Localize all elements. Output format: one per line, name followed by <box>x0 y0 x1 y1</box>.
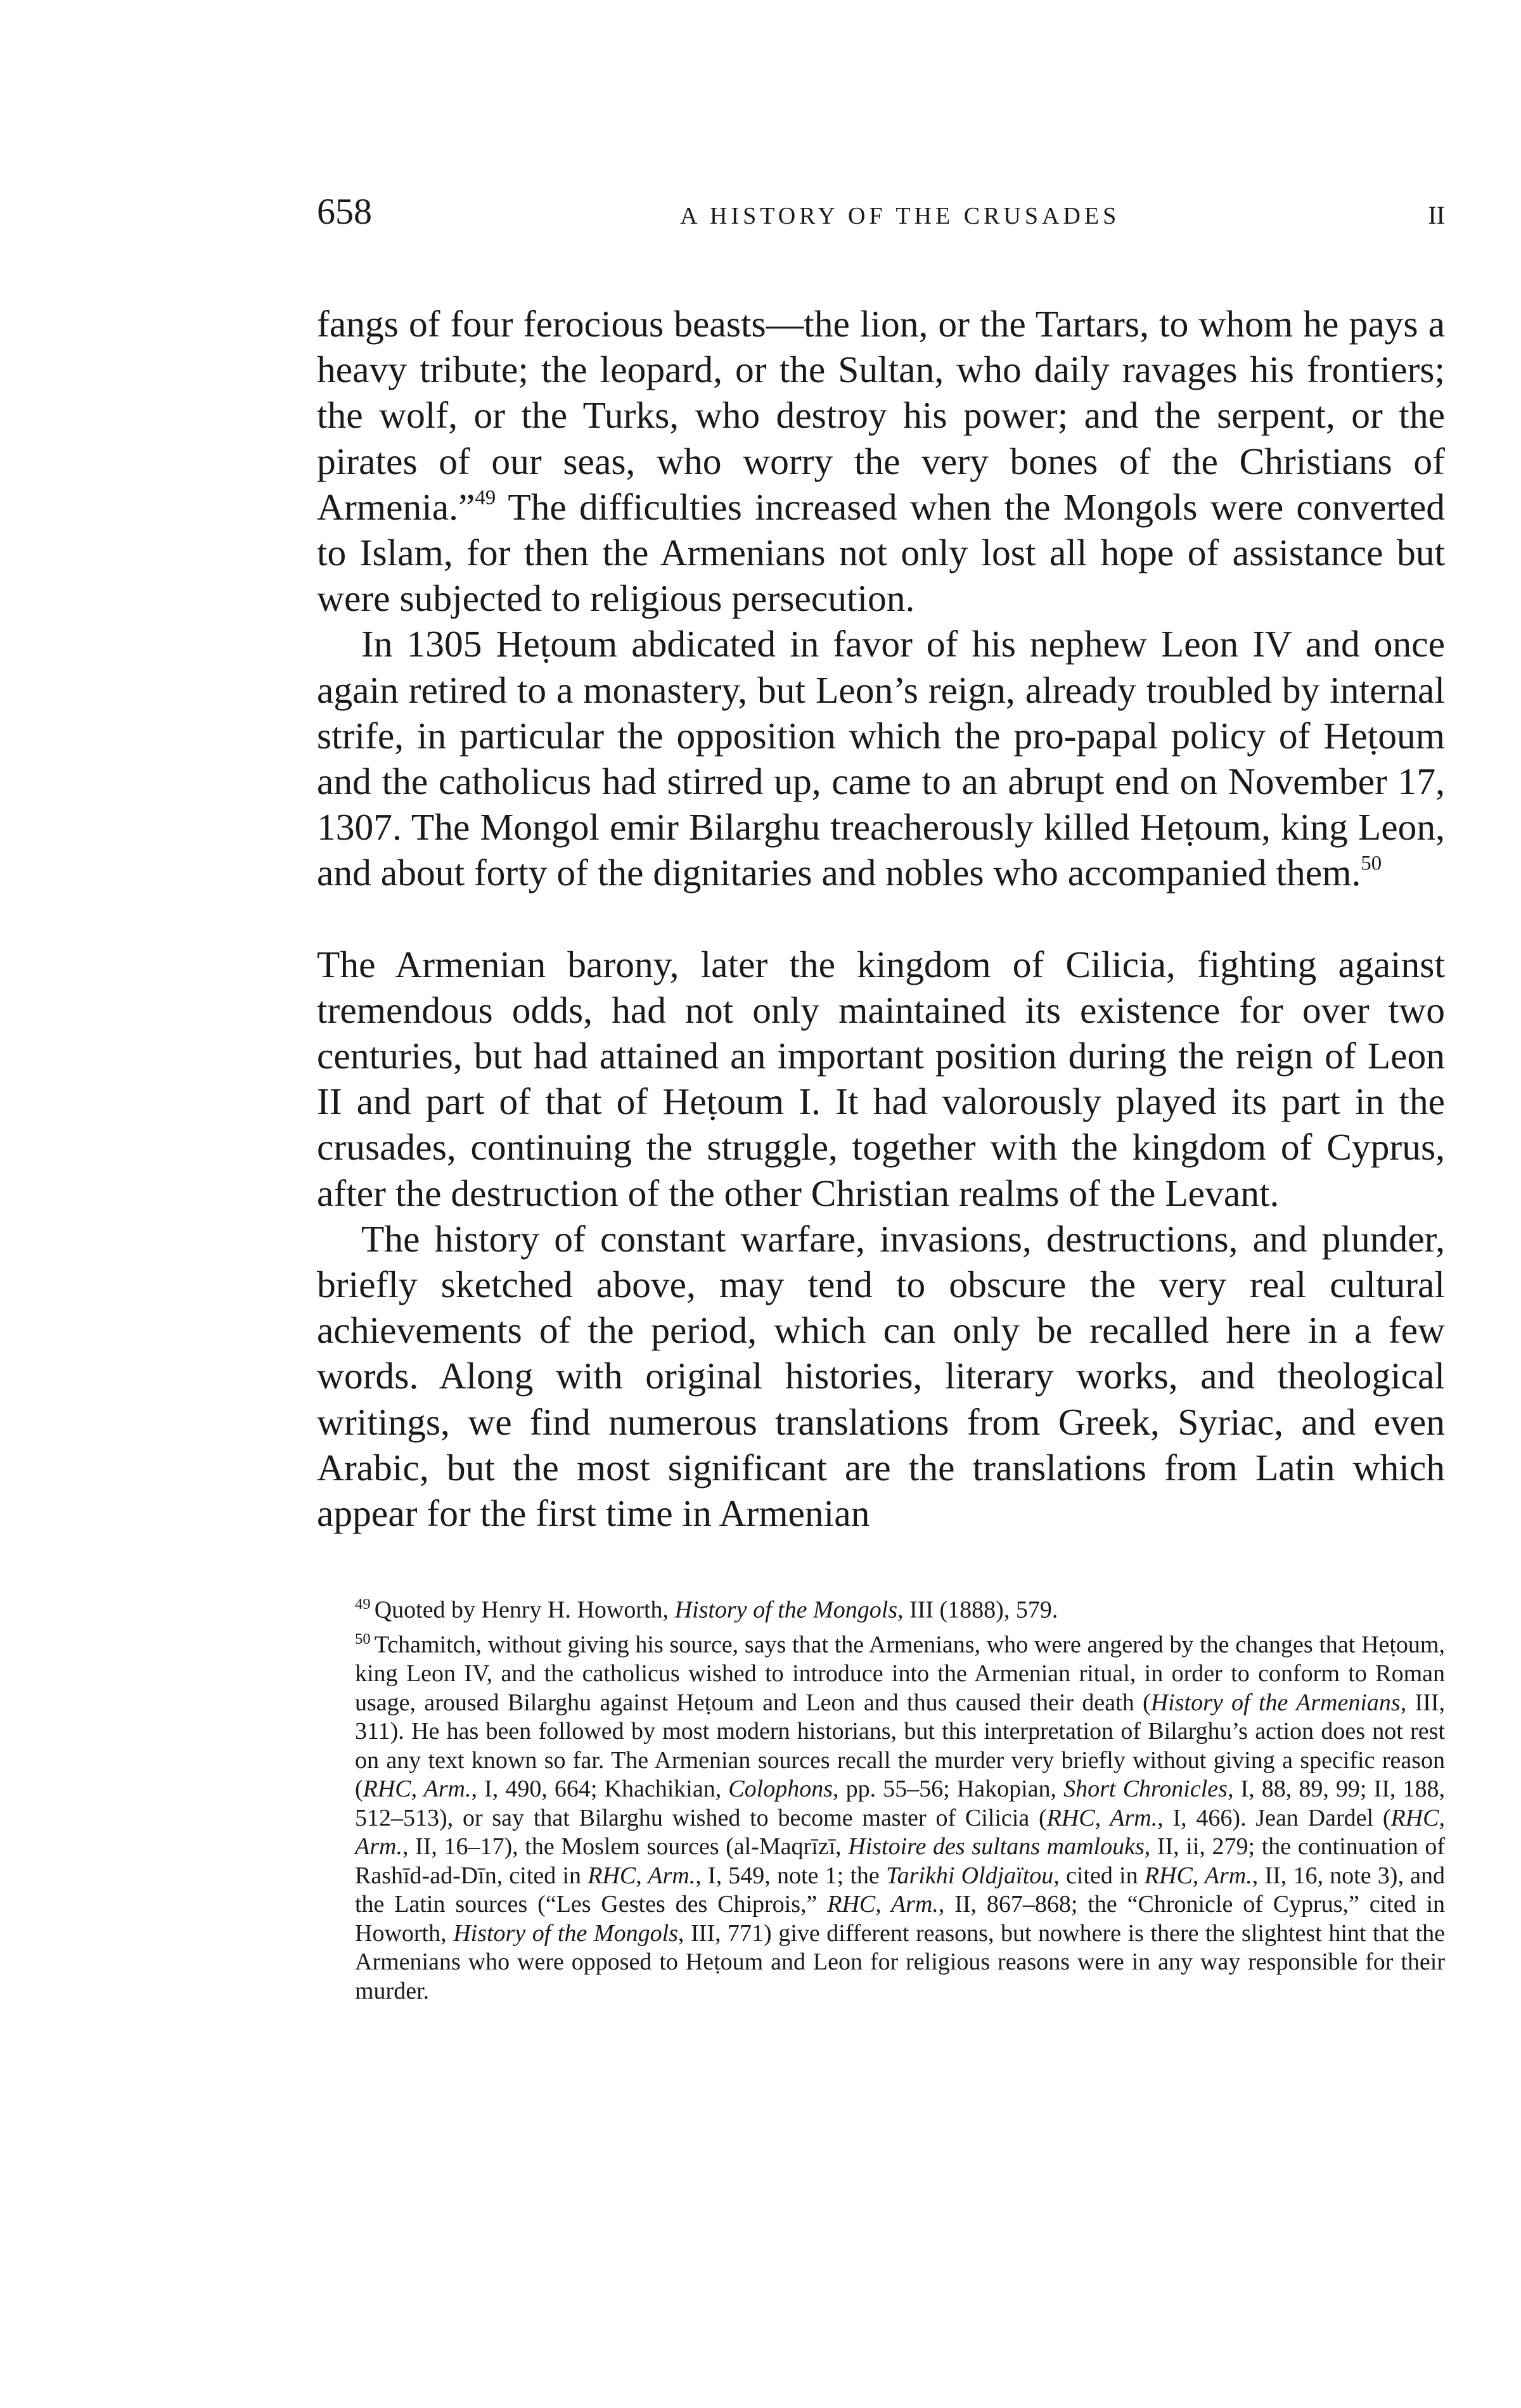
footnote <box>355 1590 1445 1625</box>
footnote-text: Tarikhi Oldjaïtou <box>885 1862 1054 1889</box>
footnote-text: RHC, Arm. <box>827 1891 939 1918</box>
footnote-text: , II, ii, 279; the continuation of Rashīd-ad-Dīn, cited in <box>355 1833 1446 1889</box>
footnote-text: Quoted by Henry H. Howorth, <box>374 1596 675 1623</box>
footnote-text: , cited in <box>1053 1862 1145 1889</box>
footnote-text: , II, 16–17), the Moslem sources (al-Maqrīzī, <box>402 1833 849 1860</box>
footnote-text: RHC, Arm. <box>363 1776 472 1803</box>
body-paragraph <box>317 942 1445 1216</box>
footnote-ref: 50 <box>1361 852 1382 875</box>
running-title: A HISTORY OF THE CRUSADES <box>680 203 1120 229</box>
footnote <box>355 1625 1445 2006</box>
footnote-text: , III, 771) give different reasons, but nowhere is there the slightest hint that the Armenians who were opposed to Heṭoum and Leon for religious reasons were in any way responsible for their murder. <box>355 1919 1445 2004</box>
footnote-text: History of the Mongols <box>453 1919 678 1947</box>
page-number: 658 <box>317 191 372 232</box>
footnote-text: Short Chronicles <box>1063 1776 1228 1803</box>
footnote-text: , II, 16, note 3), and the Latin sources (“Les Gestes des Chiprois,” <box>355 1862 1446 1918</box>
footnote-text: , I, 549, note 1; the <box>695 1862 886 1889</box>
footnote-text: RHC, Arm. <box>1046 1804 1158 1831</box>
text-run: In 1305 Heṭoum abdicated in favor of his nephew Leon IV and once again retired to a monastery, but Leon’s reign, already troubled by internal strife, in particular the opposition which the pro-papal policy of Heṭoum and the catholicus had stirred up, came to an abrupt end on November 17, 1307. The Mongol emir Bilarghu treacherously killed Heṭoum, king Leon, and about forty of the dignitaries and nobles who accompanied them. <box>317 623 1445 894</box>
footnote-text: Histoire des sultans mamlouks <box>848 1833 1145 1860</box>
footnote-text: RHC, Arm. <box>355 1804 1445 1860</box>
footnote-text: , I, 490, 664; Khachikian, <box>471 1776 729 1803</box>
text-run: The difficulties increased when the Mongols were converted to Islam, for then the Armenians not only lost all hope of assistance but were subjected to religious persecution. <box>317 485 1445 620</box>
text-run: fangs of four ferocious beasts—the lion, or the Tartars, to whom he pays a heavy tribute; the leopard, or the Sultan, who daily ravages his frontiers; the wolf, or the Turks, who destroy his power; and the serpent, or the pirates of our seas, who worry the very bones of the Christians of Armenia.” <box>317 303 1445 528</box>
footnote-text: , pp. 55–56; Hakopian, <box>833 1776 1064 1803</box>
book-page <box>317 190 1445 2006</box>
footnote-text: History of the Armenians <box>1150 1689 1401 1716</box>
footnotes <box>317 1590 1445 2006</box>
body-paragraph <box>317 1216 1445 1536</box>
footnote-text: , II, 867–868; the “Chronicle of Cyprus,” cited in Howorth, <box>355 1891 1445 1947</box>
text-run: The Armenian barony, later the kingdom of Cilicia, fighting against tremendous odds, had not only maintained its existence for over two centuries, but had attained an important position during the reign of Leon II and part of that of Heṭoum I. It had valorously played its part in the crusades, continuing the struggle, together with the kingdom of Cyprus, after the destruction of the other Christian realms of the Levant. <box>317 943 1445 1214</box>
body-paragraph <box>317 301 1445 621</box>
volume-number: II <box>1428 201 1445 229</box>
footnote-text: History of the Mongols <box>674 1596 898 1623</box>
main-text <box>317 301 1445 1536</box>
footnote-text: , III, 311). He has been followed by most modern historians, but this interpretation of Bilarghu’s action does not rest on any text known so far. The Armenian sources recall the murder very briefly without giving a specific reason ( <box>355 1689 1445 1803</box>
running-head <box>317 190 1445 241</box>
section-break <box>317 896 1445 942</box>
footnote-text: RHC, Arm. <box>1144 1862 1252 1889</box>
footnote-text: , I, 88, 89, 99; II, 188, 512–513), or say that Bilarghu wished to become master of Cilicia ( <box>355 1776 1445 1831</box>
footnote-text: , I, 466). Jean Dardel ( <box>1157 1804 1391 1831</box>
footnote-text: RHC, Arm. <box>587 1862 696 1889</box>
footnote-number: 49 <box>355 1596 371 1613</box>
footnote-number: 50 <box>355 1630 371 1648</box>
footnote-text: Tchamitch, without giving his source, says that the Armenians, who were angered by the changes that Heṭoum, king Leon IV, and the catholicus wished to introduce into the Armenian ritual, in order to conform to Roman usage, aroused Bilarghu against Heṭoum and Leon and thus caused their death ( <box>355 1631 1445 1716</box>
body-paragraph <box>317 621 1445 895</box>
text-run: The history of constant warfare, invasions, destructions, and plunder, briefly sketched above, may tend to obscure the very real cultural achievements of the period, which can only be recalled here in a few words. Along with original histories, literary works, and theological writings, we find numerous translations from Greek, Syriac, and even Arabic, but the most significant are the translations from Latin which appear for the first time in Armenian <box>317 1217 1445 1535</box>
footnote-text: , III (1888), 579. <box>897 1596 1058 1623</box>
footnote-text: Colophons <box>728 1776 833 1803</box>
footnote-ref: 49 <box>475 486 496 509</box>
